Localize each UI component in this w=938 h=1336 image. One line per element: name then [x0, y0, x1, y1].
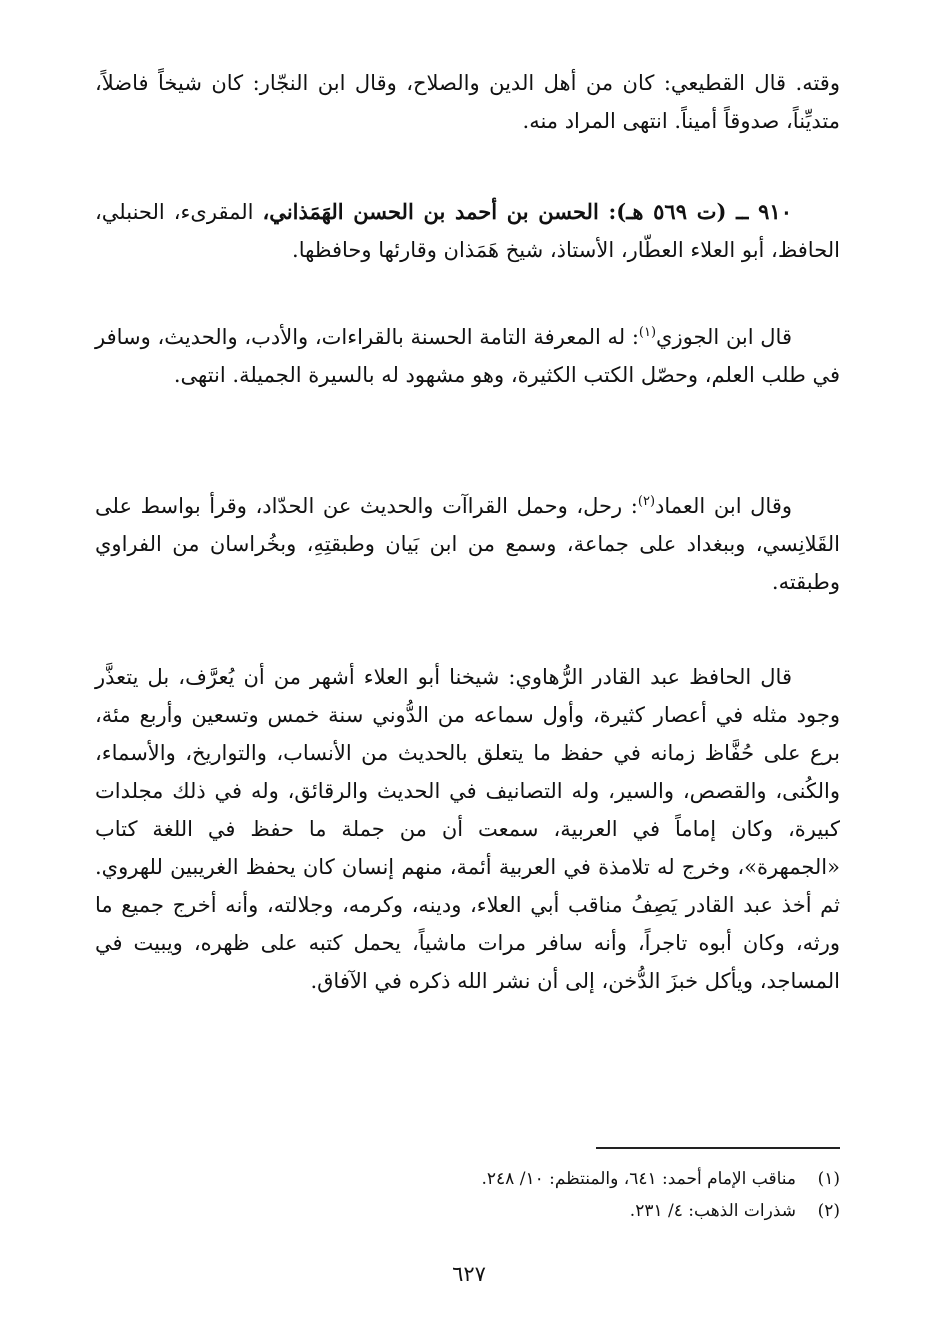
biography-entry-910	[95, 193, 840, 269]
footnote-2	[300, 1195, 840, 1227]
paragraph-ibn-al-jawzi	[95, 318, 840, 394]
footnote-text: شذرات الذهب: ٤/ ٢٣١.	[629, 1201, 796, 1221]
footnote-separator	[596, 1147, 840, 1149]
footnote-number: (٢)	[817, 1201, 840, 1221]
entry-description: المقرىء، الحنبلي، الحافظ، أبو العلاء العطّار، الأستاذ، شيخ هَمَذان وقارئها وحافظها.	[95, 200, 840, 262]
paragraph-al-ruhawi: قال الحافظ عبد القادر الرُّهاوي: شيخنا أبو العلاء أشهر من أن يُعرَّف، بل يتعذَّر وجود مثله في أعصار كثيرة، وأول سماعه من الدُّوني سنة خمس وتسعين وأربع مئة، برع على حُفَّاظ زمانه في حفظ ما يتعلق بالحديث من الأنساب، والتواريخ، والأسماء، والكُنى، والقصص، والسير، وله التصانيف في الحديث والرقائق، وله في ذلك مجلدات كبيرة، وكان إماماً في العربية، سمعت أن من جملة ما حفظ في اللغة كتاب «الجمهرة»، وخرج له تلامذة في العربية أئمة، منهم إنسان كان يحفظ الغريبين للهروي. ثم أخذ عبد القادر يَصِفُ مناقب أبي العلاء، ودينه، وكرمه، وجلالته، وأنه أخرج جميع ما ورثه، وكان أبوه تاجراً، وأنه سافر مرات ماشياً، يحمل كتبه على ظهره، ويبيت في المساجد، ويأكل خبزَ الدُّخن، إلى أن نشر الله ذكره في الآفاق.	[95, 665, 840, 993]
paragraph-continuation: وقته. قال القطيعي: كان من أهل الدين والصلاح، وقال ابن النجّار: كان شيخاً فاضلاً، متديِّناً، صدوقاً أميناً. انتهى المراد منه.	[95, 71, 840, 133]
paragraph-text: قال ابن الجوزي	[656, 325, 792, 349]
paragraph-text: وقال ابن العماد	[655, 494, 793, 518]
page-number: ٦٢٧	[452, 1262, 486, 1286]
footnote-text: مناقب الإمام أحمد: ٦٤١، والمنتظم: ١٠/ ٢٤٨.	[481, 1169, 796, 1189]
footnote-reference-1[interactable]: (١)	[638, 325, 657, 340]
footnote-1	[300, 1163, 840, 1195]
paragraph-text: : رحل، وحمل القراآت والحديث عن الحدّاد، وقرأ بواسط على القَلانِسي، وببغداد على جماعة، وسمع من ابن بَيان وطبقتِهِ، وبخُراسان من الفراوي وطبقته.	[95, 494, 840, 594]
paragraph-ibn-al-imad	[95, 487, 840, 601]
paragraph-text: : له المعرفة التامة الحسنة بالقراءات، والأدب، والحديث، وسافر في طلب العلم، وحصّل الكتب الكثيرة، وهو مشهود له بالسيرة الجميلة. انتهى.	[95, 325, 840, 387]
footnotes	[300, 1163, 840, 1227]
entry-heading: ٩١٠ ــ (ت ٥٦٩ هـ): الحسن بن أحمد بن الحسن الهَمَذاني،	[262, 199, 792, 224]
footnote-reference-2[interactable]: (٢)	[637, 494, 656, 509]
footnote-number: (١)	[817, 1169, 840, 1189]
